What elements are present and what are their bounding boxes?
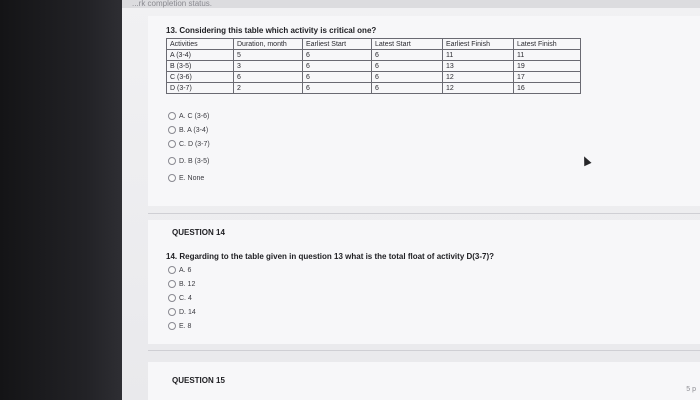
table-cell: 2 [234,83,303,94]
points-label: 5 p [686,386,696,393]
table-cell: 6 [234,72,303,83]
radio-button[interactable] [168,126,176,134]
table-cell: 16 [514,83,581,94]
q14-option-d[interactable] [168,308,196,316]
question-14-card [148,220,700,344]
table-cell: 3 [234,61,303,72]
table-cell: 12 [443,83,514,94]
table-cell: 6 [303,72,372,83]
table-cell: 6 [372,83,443,94]
table-cell: B (3-5) [167,61,234,72]
radio-button[interactable] [168,140,176,148]
section-divider [148,350,700,351]
q13-option-a[interactable] [168,112,209,120]
table-row [167,61,581,72]
q14-option-a[interactable] [168,266,191,274]
table-header: Latest Finish [514,39,581,50]
table-header: Latest Start [372,39,443,50]
table-cell: D (3-7) [167,83,234,94]
radio-button[interactable] [168,266,176,274]
quiz-screen [122,0,700,400]
radio-button[interactable] [168,174,176,182]
option-label: E. 8 [179,322,192,330]
option-label: D. B (3-5) [179,157,210,165]
table-cell: 6 [303,61,372,72]
table-header: Earliest Start [303,39,372,50]
q14-option-b[interactable] [168,280,195,288]
question-13-card [148,16,700,206]
option-label: A. C (3-6) [179,112,210,120]
table-cell: C (3-6) [167,72,234,83]
table-cell: 11 [443,50,514,61]
table-cell: 17 [514,72,581,83]
question-13-text: 13. Considering this table which activity is critical one? [166,26,377,35]
radio-button[interactable] [168,322,176,330]
table-header: Duration, month [234,39,303,50]
option-label: B. A (3-4) [179,126,209,134]
radio-button[interactable] [168,280,176,288]
option-label: A. 6 [179,266,192,274]
radio-button[interactable] [168,157,176,165]
option-label: C. D (3-7) [179,140,210,148]
radio-button[interactable] [168,112,176,120]
q13-option-b[interactable] [168,126,208,134]
activity-table [166,38,581,94]
table-cell: 6 [372,61,443,72]
table-row [167,72,581,83]
table-header-row [167,39,581,50]
table-cell: 11 [514,50,581,61]
table-cell: 13 [443,61,514,72]
option-label: E. None [179,174,205,182]
table-row [167,83,581,94]
table-header: Activities [167,39,234,50]
table-header: Earliest Finish [443,39,514,50]
option-label: C. 4 [179,294,192,302]
header-fragment: ...rk completion status. [122,0,700,8]
option-label: B. 12 [179,280,196,288]
q14-option-e[interactable] [168,322,191,330]
monitor-bezel [0,0,122,400]
option-label: D. 14 [179,308,196,316]
table-row [167,50,581,61]
table-cell: 6 [303,50,372,61]
question-15-card [148,362,700,400]
q13-option-e[interactable] [168,174,204,182]
question-15-heading: QUESTION 15 [172,376,225,385]
table-cell: 6 [372,50,443,61]
question-14-heading: QUESTION 14 [172,228,225,237]
table-cell: 6 [303,83,372,94]
table-cell: 6 [372,72,443,83]
q14-option-c[interactable] [168,294,192,302]
table-cell: 12 [443,72,514,83]
radio-button[interactable] [168,308,176,316]
q13-option-c[interactable] [168,140,210,148]
table-cell: 19 [514,61,581,72]
question-14-text: 14. Regarding to the table given in question 13 what is the total float of activity D(3-7)? [166,252,495,261]
q13-option-d[interactable] [168,157,209,165]
table-cell: 5 [234,50,303,61]
table-cell: A (3-4) [167,50,234,61]
section-divider [148,213,700,214]
radio-button[interactable] [168,294,176,302]
